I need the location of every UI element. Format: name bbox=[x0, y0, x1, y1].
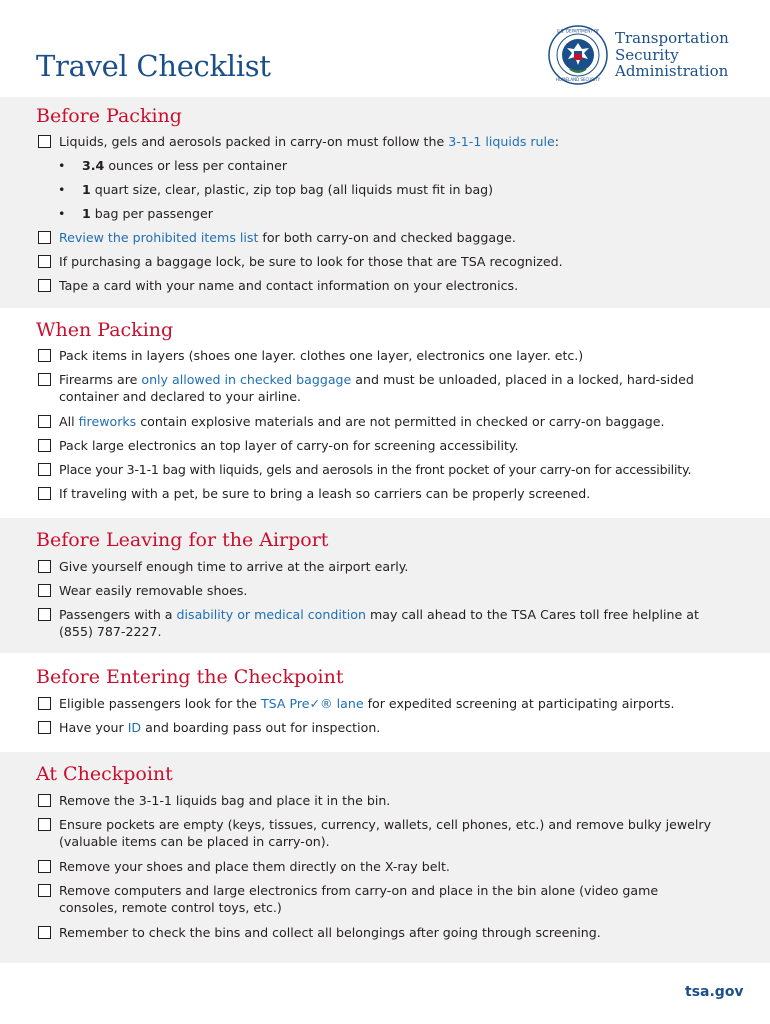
item-text: Liquids, gels and aerosols packed in carry-on must follow the 3-1-1 liquids rule: bbox=[59, 134, 560, 149]
checkbox-icon[interactable] bbox=[38, 415, 51, 428]
item-text: Have your ID and boarding pass out for inspection. bbox=[59, 720, 381, 735]
checked-baggage-link[interactable]: only allowed in checked baggage bbox=[141, 372, 352, 387]
section-before-checkpoint bbox=[0, 653, 770, 752]
agency-name bbox=[615, 30, 729, 80]
checkbox-icon[interactable] bbox=[38, 560, 51, 573]
checkbox-icon[interactable] bbox=[38, 818, 51, 831]
svg-text:HOMELAND SECURITY: HOMELAND SECURITY bbox=[555, 77, 601, 82]
fireworks-link[interactable]: fireworks bbox=[78, 414, 137, 429]
checkbox-icon[interactable] bbox=[38, 373, 51, 386]
checkbox-icon[interactable] bbox=[38, 608, 51, 621]
section-heading: Before Leaving for the Airport bbox=[36, 529, 329, 551]
item-text: If purchasing a baggage lock, be sure to look for those that are TSA recognized. bbox=[59, 254, 563, 269]
item-text: If traveling with a pet, be sure to bring a leash so carriers can be properly screened. bbox=[59, 486, 591, 501]
item-text: All fireworks contain explosive materials and are not permitted in checked or carry-on baggage. bbox=[59, 414, 665, 429]
section-before-leaving bbox=[0, 518, 770, 653]
checkbox-icon[interactable] bbox=[38, 231, 51, 244]
item-text: Pack items in layers (shoes one layer. clothes one layer, electronics one layer. etc.) bbox=[59, 348, 584, 363]
item-text: Eligible passengers look for the TSA Pre✓® lane for expedited screening at participating airports. bbox=[59, 696, 675, 711]
item-text: Pack large electronics an top layer of carry-on for screening accessibility. bbox=[59, 438, 519, 453]
section-heading: Before Packing bbox=[36, 105, 182, 127]
checkbox-icon[interactable] bbox=[38, 584, 51, 597]
checkbox-icon[interactable] bbox=[38, 487, 51, 500]
liquids-rule-link[interactable]: 3-1-1 liquids rule bbox=[448, 134, 555, 149]
page-title: Travel Checklist bbox=[36, 49, 271, 83]
checkbox-icon[interactable] bbox=[38, 860, 51, 873]
tsa-precheck-link[interactable]: TSA Pre✓® lane bbox=[260, 696, 364, 711]
item-text: Review the prohibited items list for both carry-on and checked baggage. bbox=[59, 230, 516, 245]
footer-website-link[interactable]: tsa.gov bbox=[685, 984, 744, 1000]
checkbox-icon[interactable] bbox=[38, 697, 51, 710]
section-before-packing: Before Packing Liquids, gels and aerosols packed in carry-on must follow the 3-1-1 liquids rule: • 3.4 ounces or less per container • 1 quart size, clear, plastic, zip top bag (all liquids must fit in bag) • 1 bag per passenger Review the prohibited items list for both carry-on and checked baggage. If purchasing a baggage lock, be sure to look for those that are TSA recognized. Tape a card with your name and contact information on your electronics. bbox=[0, 97, 770, 308]
checkbox-icon[interactable] bbox=[38, 135, 51, 148]
item-text: Remove your shoes and place them directly on the X-ray belt. bbox=[59, 859, 450, 874]
checkbox-icon[interactable] bbox=[38, 794, 51, 807]
svg-text:U.S. DEPARTMENT OF: U.S. DEPARTMENT OF bbox=[556, 28, 600, 34]
section-when-packing bbox=[0, 308, 770, 518]
section-heading: When Packing bbox=[36, 319, 174, 341]
checkbox-icon[interactable] bbox=[38, 926, 51, 939]
section-heading: At Checkpoint bbox=[36, 763, 173, 785]
item-text: Remember to check the bins and collect all belongings after going through screening. bbox=[59, 925, 601, 940]
section-at-checkpoint bbox=[0, 752, 770, 963]
item-text: Wear easily removable shoes. bbox=[59, 583, 248, 598]
agency-line: Administration bbox=[615, 62, 729, 80]
checkbox-icon[interactable] bbox=[38, 463, 51, 476]
section-heading: Before Entering the Checkpoint bbox=[36, 666, 344, 688]
agency-line: Security bbox=[615, 45, 679, 64]
checkbox-icon[interactable] bbox=[38, 279, 51, 292]
agency-line: Transportation bbox=[615, 29, 729, 47]
item-text: Ensure pockets are empty (keys, tissues, currency, wallets, cell phones, etc.) and remove bulky jewelry (valuable items can be placed in carry-on). bbox=[59, 817, 712, 849]
id-link[interactable]: ID bbox=[127, 720, 142, 735]
item-text: Firearms are only allowed in checked baggage and must be unloaded, placed in a locked, hard-sided container and declared to your airline. bbox=[59, 372, 694, 404]
item-text: Tape a card with your name and contact information on your electronics. bbox=[59, 278, 519, 293]
checkbox-icon[interactable] bbox=[38, 721, 51, 734]
item-text: Give yourself enough time to arrive at the airport early. bbox=[59, 559, 409, 574]
disability-link[interactable]: disability or medical condition bbox=[176, 607, 366, 622]
dhs-seal-icon bbox=[548, 25, 608, 85]
checkbox-icon[interactable] bbox=[38, 255, 51, 268]
page-header bbox=[0, 0, 770, 98]
prohibited-items-link[interactable]: Review the prohibited items list bbox=[59, 230, 259, 245]
checkbox-icon[interactable] bbox=[38, 439, 51, 452]
item-text: Remove computers and large electronics from carry-on and place in the bin alone (video game consoles, remote control toys, etc.) bbox=[59, 883, 659, 915]
item-text: Remove the 3-1-1 liquids bag and place it in the bin. bbox=[59, 793, 391, 808]
item-text: Place your 3-1-1 bag with liquids, gels and aerosols in the front pocket of your carry-on for accessibility. bbox=[59, 462, 692, 477]
item-text: Passengers with a disability or medical condition may call ahead to the TSA Cares toll free helpline at (855) 787-2227. bbox=[59, 607, 699, 639]
checkbox-icon[interactable] bbox=[38, 884, 51, 897]
checkbox-icon[interactable] bbox=[38, 349, 51, 362]
